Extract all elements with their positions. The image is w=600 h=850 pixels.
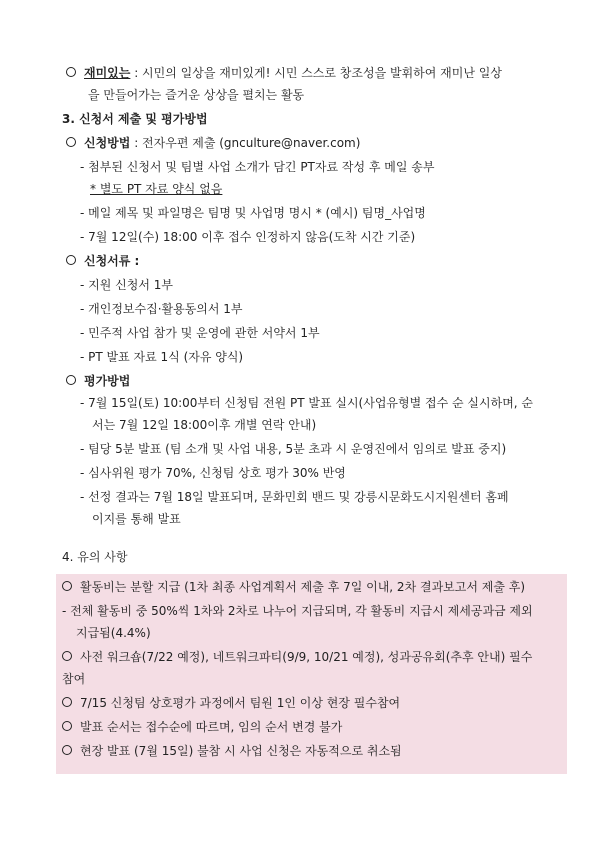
section4-heading: 4. 유의 사항 <box>62 550 128 564</box>
note-item <box>62 742 402 760</box>
note-text: 7/15 신청팀 상호평가 과정에서 팀원 1인 이상 현장 필수참여 <box>80 696 401 710</box>
circle-bullet-icon <box>62 697 72 707</box>
eval-line: - 팀당 5분 발표 (팀 소개 및 사업 내용, 5분 초과 시 운영진에서 임의로 발표 중지) <box>80 442 507 456</box>
eval-label: 평가방법 <box>84 374 131 388</box>
method-line: - 7월 12일(수) 18:00 이후 접수 인정하지 않음(도착 시간 기준) <box>80 230 416 244</box>
docs-label: 신청서류 : <box>84 254 140 268</box>
circle-bullet-icon <box>66 137 76 147</box>
note-item <box>62 648 532 666</box>
fun-text-cont: 을 만들어가는 즐거운 상상을 펼치는 활동 <box>88 88 305 102</box>
method-note: * 별도 PT 자료 양식 없음 <box>90 182 223 196</box>
note-text: 현장 발표 (7월 15일) 불참 시 사업 신청은 자동적으로 취소됨 <box>80 744 402 758</box>
circle-bullet-icon <box>66 255 76 265</box>
note-subline-cont: 지급됨(4.4%) <box>76 626 151 640</box>
method-label: 신청방법 <box>84 136 131 150</box>
docs-line: - 개인정보수집·활용동의서 1부 <box>80 302 243 316</box>
note-subline: - 전체 활동비 중 50%씩 1차와 2차로 나누어 지급되며, 각 활동비 지급시 제세공과금 제외 <box>62 604 533 618</box>
fun-label: 재미있는 <box>84 66 131 80</box>
fun-text: : 시민의 일상을 재미있게! 시민 스스로 창조성을 발휘하여 재미난 일상 <box>130 66 502 80</box>
circle-bullet-icon <box>62 745 72 755</box>
note-text: 활동비는 분할 지급 (1차 최종 사업계획서 제출 후 7일 이내, 2차 결과보고서 제출 후) <box>80 580 526 594</box>
note-text: 사전 워크숍(7/22 예정), 네트워크파티(9/9, 10/21 예정), 성과공유회(추후 안내) 필수 <box>80 650 533 664</box>
method-line: - 메일 제목 및 파일명은 팀명 및 사업명 명시 * (예시) 팀명_사업명 <box>80 206 426 220</box>
method-text: : 전자우편 제출 (gnculture@naver.com) <box>130 136 361 150</box>
docs-line: - 민주적 사업 참가 및 운영에 관한 서약서 1부 <box>80 326 320 340</box>
circle-bullet-icon <box>62 581 72 591</box>
eval-line: - 심사위원 평가 70%, 신청팀 상호 평가 30% 반영 <box>80 466 346 480</box>
circle-bullet-icon <box>66 67 76 77</box>
note-item <box>62 578 525 596</box>
eval-line-cont: 서는 7월 12일 18:00이후 개별 연락 안내) <box>92 418 317 432</box>
docs-item <box>66 252 139 270</box>
eval-line: - 7월 15일(토) 10:00부터 신청팀 전원 PT 발표 실시(사업유형별 접수 순 실시하며, 순 <box>80 396 534 410</box>
note-text: 발표 순서는 접수순에 따르며, 임의 순서 변경 불가 <box>80 720 343 734</box>
note-text-cont: 참여 <box>62 672 86 686</box>
note-item <box>62 718 342 736</box>
eval-line: - 선정 결과는 7월 18일 발표되며, 문화민회 밴드 및 강릉시문화도시지원센터 홈페 <box>80 490 509 504</box>
eval-line-cont: 이지를 통해 발표 <box>92 512 181 526</box>
docs-line: - 지원 신청서 1부 <box>80 278 173 292</box>
circle-bullet-icon <box>62 651 72 661</box>
method-line: - 첨부된 신청서 및 팀별 사업 소개가 담긴 PT자료 작성 후 메일 송부 <box>80 160 435 174</box>
circle-bullet-icon <box>66 375 76 385</box>
note-item <box>62 694 400 712</box>
docs-line: - PT 발표 자료 1식 (자유 양식) <box>80 350 244 364</box>
method-item <box>66 134 360 152</box>
eval-item <box>66 372 130 390</box>
fun-item <box>66 64 502 82</box>
circle-bullet-icon <box>62 721 72 731</box>
section3-heading: 3. 신청서 제출 및 평가방법 <box>62 112 208 126</box>
